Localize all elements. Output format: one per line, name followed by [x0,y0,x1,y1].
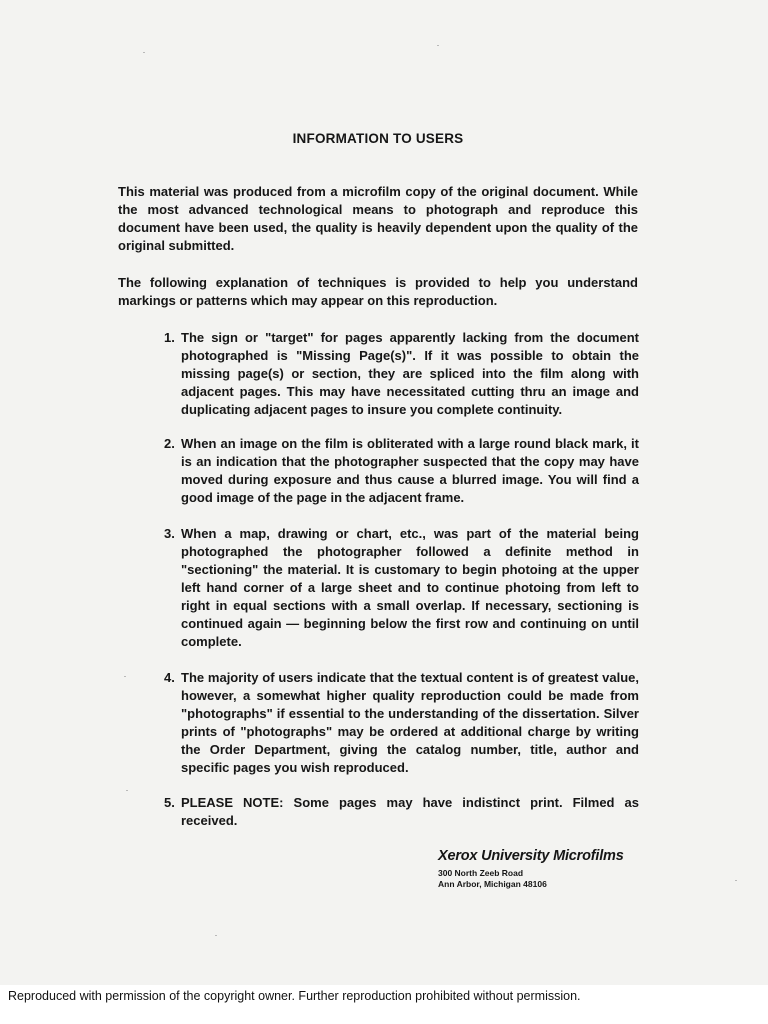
list-item-number: 1. [164,330,175,345]
list-item-text: The sign or "target" for pages apparently lacking from the document photographed is "Missing Page(s)". If it was possible to obtain the missing page(s) or section, they are spliced into the film along with adjacent pages. This may have necessitated cutting thru an image and duplicating adjacent pages to insure you complete continuity. [181,330,639,417]
list-item-number: 3. [164,526,175,541]
publisher-address-line: Ann Arbor, Michigan 48106 [438,879,547,889]
list-item-text: The majority of users indicate that the textual content is of greatest value, however, a somewhat higher quality reproduction could be made from "photographs" if essential to the understanding of the dissertation. Silver prints of "photographs" may be ordered at additional charge by writing the Order Department, giving the catalog number, title, author and specific pages you wish reproduced. [181,670,639,775]
scan-speck [215,935,217,936]
scan-speck [437,45,439,46]
list-item-text: PLEASE NOTE: Some pages may have indistinct print. Filmed as received. [181,795,639,828]
list-item-text: When an image on the film is obliterated with a large round black mark, it is an indication that the photographer suspected that the copy may have moved during exposure and thus cause a blurred image. You will find a good image of the page in the adjacent frame. [181,436,639,505]
publisher-block [438,848,658,890]
list-item-number: 2. [164,436,175,451]
list-item [164,435,639,507]
scan-speck [143,52,145,53]
scan-speck [124,676,126,677]
list-item-number: 5. [164,795,175,810]
scan-speck [735,880,737,881]
list-item [164,669,639,777]
scan-speck [126,790,128,791]
publisher-address-line: 300 North Zeeb Road [438,868,524,878]
list-item [164,794,639,830]
list-item-number: 4. [164,670,175,685]
copyright-notice: Reproduced with permission of the copyright owner. Further reproduction prohibited without permission. [8,989,581,1003]
list-item [164,525,639,651]
publisher-name: Xerox University Microfilms [438,848,624,864]
intro-paragraph: This material was produced from a microfilm copy of the original document. While the most advanced technological means to photograph and reproduce this document have been used, the quality is heavily dependent upon the quality of the original submitted. [118,184,638,253]
list-item [164,329,639,419]
explanation-paragraph: The following explanation of techniques is provided to help you understand markings or patterns which may appear on this reproduction. [118,275,638,308]
document-title: INFORMATION TO USERS [292,131,464,146]
list-item-text: When a map, drawing or chart, etc., was part of the material being photographed the photographer followed a definite method in "sectioning" the material. It is customary to begin photoing at the upper left hand corner of a large sheet and to continue photoing from left to right in equal sections with a small overlap. If necessary, sectioning is continued again — beginning below the first row and continuing on until complete. [181,526,639,649]
